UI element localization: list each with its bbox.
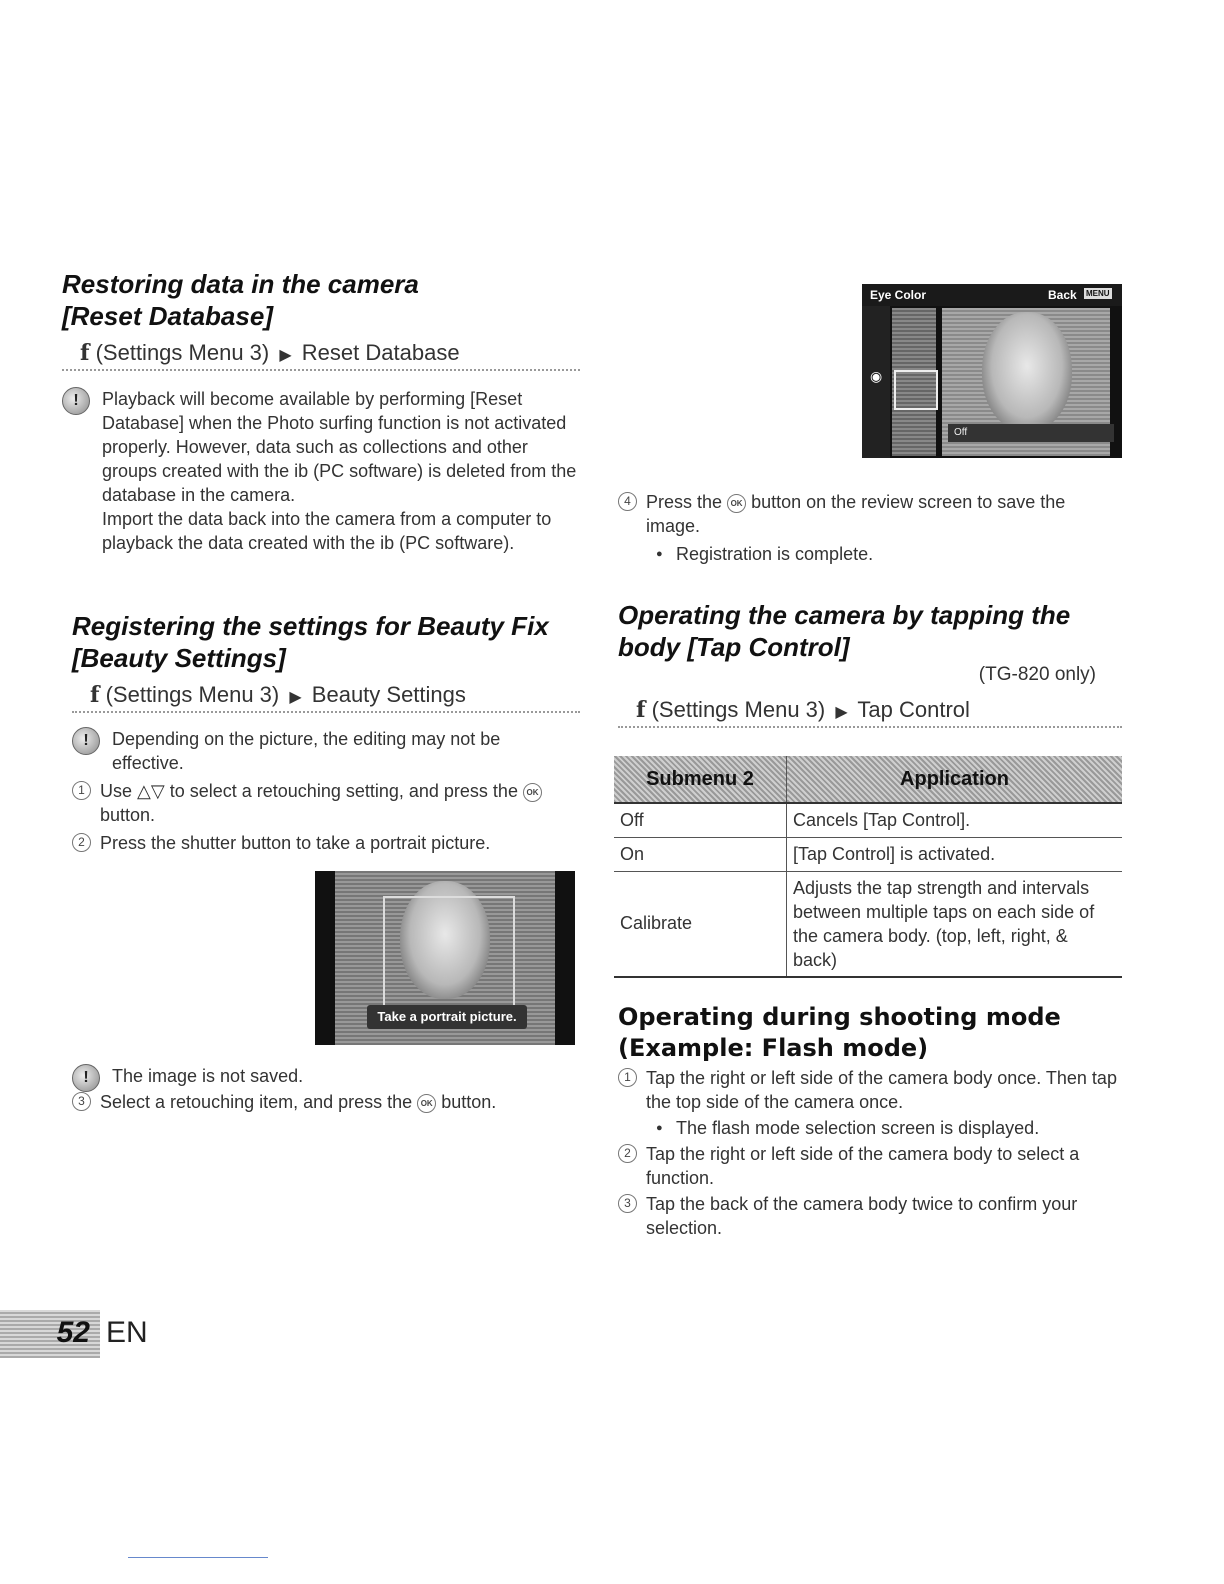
menu-badge: MENU xyxy=(1086,289,1110,298)
step-number: 1 xyxy=(618,1068,637,1087)
screen-title: Eye Color xyxy=(870,288,927,302)
column-header: Application xyxy=(787,756,1123,803)
table-row xyxy=(614,803,1122,837)
arrow-right-icon: ▶ xyxy=(289,689,302,706)
ok-button-icon: OK xyxy=(523,783,542,802)
menu-path: f (Settings Menu 3) ▶ Beauty Settings xyxy=(72,682,580,713)
step-3: 3 Tap the back of the camera body twice to confirm your selection. xyxy=(618,1192,1123,1240)
column-header: Submenu 2 xyxy=(614,756,787,803)
preview-face xyxy=(982,312,1072,432)
face-frame xyxy=(383,896,515,1008)
arrow-right-icon: ▶ xyxy=(279,347,292,364)
step-number: 3 xyxy=(72,1092,91,1111)
page-number: 52 xyxy=(56,1316,90,1349)
camera-screen-eye-color xyxy=(862,284,1122,458)
section-title: Operating the camera by tapping the body [Tap Control] xyxy=(618,600,1071,662)
caution-icon: ! xyxy=(72,727,100,755)
settings-icon: f xyxy=(90,682,100,708)
table-header-row xyxy=(614,756,1122,803)
back-label: Back xyxy=(1048,288,1077,302)
menu-path: f (Settings Menu 3) ▶ Reset Database xyxy=(62,340,580,371)
selected-option xyxy=(894,370,938,410)
step-number: 4 xyxy=(618,492,637,511)
ok-button-icon: OK xyxy=(417,1094,436,1113)
table-cell: Adjusts the tap strength and intervals between multiple taps on each side of the camera body. (top, left, right, & back) xyxy=(787,871,1123,977)
camera-screen-portrait xyxy=(315,871,575,1045)
section-tap-control xyxy=(618,599,1128,728)
section-title: Restoring data in the camera [Reset Database] xyxy=(62,269,419,331)
model-note: (TG-820 only) xyxy=(978,664,1096,685)
table-cell: [Tap Control] is activated. xyxy=(787,837,1123,871)
step-2: 2 Tap the right or left side of the camera body to select a function. xyxy=(618,1142,1123,1190)
settings-icon: f xyxy=(80,340,90,366)
table-cell: Cancels [Tap Control]. xyxy=(787,803,1123,837)
menu-path: f (Settings Menu 3) ▶ Tap Control xyxy=(618,697,1122,728)
table-cell: Off xyxy=(614,803,787,837)
tap-control-table xyxy=(614,756,1122,978)
section-title: Operating during shooting mode (Example: Flash mode) xyxy=(618,1003,1061,1062)
settings-icon: f xyxy=(636,697,646,723)
step-4-block xyxy=(618,490,1118,566)
section-reset-database xyxy=(62,268,582,555)
adjust-bar: Off xyxy=(948,424,1114,442)
table-row xyxy=(614,871,1122,977)
note: ! Depending on the picture, the editing may not be effective. xyxy=(72,727,572,775)
table-cell: On xyxy=(614,837,787,871)
bullet: ● Registration is complete. xyxy=(646,542,1118,566)
step-number: 2 xyxy=(618,1144,637,1163)
step-number: 2 xyxy=(72,833,91,852)
step-1: 1 Tap the right or left side of the camera body once. Then tap the top side of the camera once. xyxy=(618,1066,1123,1114)
table-row xyxy=(614,837,1122,871)
ok-button-icon: OK xyxy=(727,494,746,513)
section-title: Registering the settings for Beauty Fix [Beauty Settings] xyxy=(72,611,549,673)
bullet: ● The flash mode selection screen is displayed. xyxy=(646,1116,1123,1140)
table-cell: Calibrate xyxy=(614,871,787,977)
step-3: 3 Select a retouching item, and press the OK button. xyxy=(72,1090,572,1114)
up-down-arrows-icon: △▽ xyxy=(137,781,165,801)
page-number-tab xyxy=(0,1310,100,1358)
arrow-right-icon: ▶ xyxy=(835,704,848,721)
step-number: 1 xyxy=(72,781,91,800)
note: ! Playback will become available by performing [Reset Database] when the Photo surfing function is not activated properly. However, data such as collections and other groups created with the ib (PC software) is deleted from the database in the camera. Import the data back into the camera from a computer to playback the data created with the ib (PC software). xyxy=(62,387,580,555)
step-4: 4 Press the OK button on the review screen to save the image. xyxy=(618,490,1118,538)
screen-caption: Take a portrait picture. xyxy=(367,1005,527,1029)
section-beauty-settings xyxy=(72,610,592,855)
step-2: 2 Press the shutter button to take a portrait picture. xyxy=(72,831,580,855)
language-label: EN xyxy=(106,1316,148,1349)
caution-icon: ! xyxy=(72,1064,100,1092)
section-shooting-mode xyxy=(618,1002,1123,1240)
step-1: 1 Use △▽ to select a retouching setting, and press the OK button. xyxy=(72,779,580,827)
footer-rule xyxy=(128,1557,268,1558)
step-number: 3 xyxy=(618,1194,637,1213)
beauty-steps-continued xyxy=(72,1064,572,1114)
note: ! The image is not saved. xyxy=(72,1064,572,1088)
caution-icon: ! xyxy=(62,387,90,415)
eye-icon: ◉ xyxy=(870,368,883,384)
